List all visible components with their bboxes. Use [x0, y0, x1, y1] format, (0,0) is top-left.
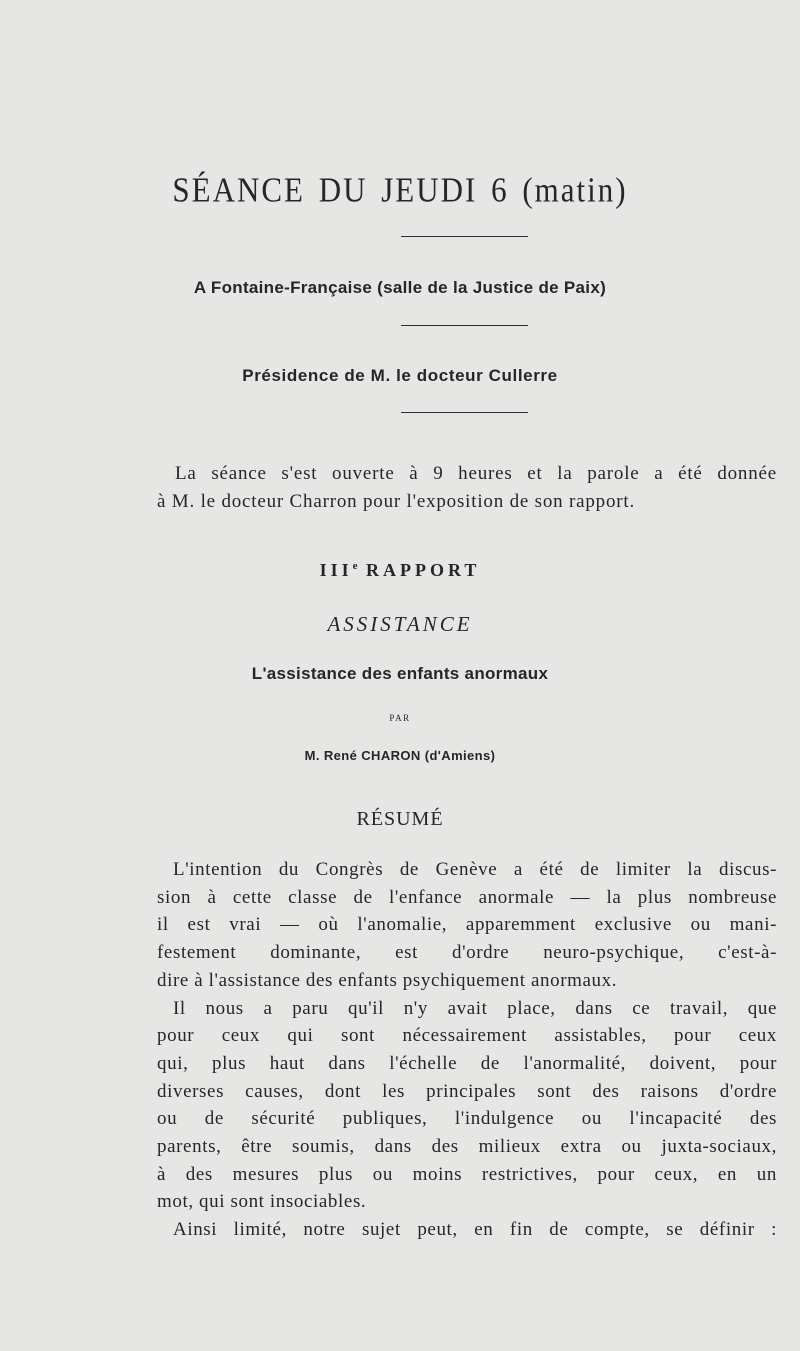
- divider: [401, 236, 528, 237]
- session-location: A Fontaine-Française (salle de la Justice de Paix): [193, 278, 607, 297]
- text-line: diverses causes, dont les principales sont des raisons d'ordre: [157, 1080, 777, 1102]
- divider: [401, 325, 528, 326]
- page-title: SÉANCE DU JEUDI 6 (matin): [172, 170, 628, 210]
- presidence-line: Présidence de M. le docteur Cullerre: [242, 366, 558, 385]
- text-line: qui, plus haut dans l'échelle de l'anormalité, doivent, pour: [157, 1052, 777, 1074]
- intro-paragraph: [157, 460, 777, 516]
- text-line: festement dominante, est d'ordre neuro-psychique, c'est-à-: [157, 942, 777, 964]
- text-line: ou de sécurité publiques, l'indulgence ou l'incapacité des: [157, 1108, 777, 1130]
- text-line: pour ceux qui sont nécessairement assistables, pour ceux: [157, 1025, 777, 1047]
- text-line: L'intention du Congrès de Genève a été de limiter la discus-: [173, 859, 777, 880]
- text-line: sion à cette classe de l'enfance anormale — la plus nombreuse: [157, 886, 777, 908]
- rapport-category: ASSISTANCE: [327, 612, 473, 636]
- divider: [401, 412, 528, 413]
- rapport-heading: [0, 560, 800, 581]
- intro-line: La séance s'est ouverte à 9 heures et la parole a été donnée: [175, 463, 777, 484]
- rapport-author: M. René CHARON (d'Amiens): [304, 748, 496, 763]
- resume-paragraph-1: [157, 856, 777, 995]
- rapport-topic: L'assistance des enfants anormaux: [251, 664, 549, 683]
- resume-paragraph-2: [157, 995, 777, 1217]
- text-line: Il nous a paru qu'il n'y avait place, dans ce travail, que: [173, 997, 777, 1019]
- rapport-number: III: [319, 560, 353, 580]
- resume-heading: RÉSUMÉ: [356, 808, 444, 830]
- rapport-number-suffix: e: [352, 560, 358, 572]
- text-line: parents, être soumis, dans des milieux extra ou juxta-sociaux,: [157, 1136, 777, 1158]
- text-line: à des mesures plus ou moins restrictives, pour ceux, en un: [157, 1163, 777, 1185]
- text-line: mot, qui sont insociables.: [157, 1191, 367, 1213]
- resume-paragraph-3: [157, 1216, 777, 1244]
- text-line: Ainsi limité, notre sujet peut, en fin de compte, se définir :: [173, 1219, 777, 1240]
- par-label: PAR: [389, 713, 411, 723]
- rapport-label: RAPPORT: [366, 560, 481, 580]
- text-line: il est vrai — où l'anomalie, apparemment exclusive ou mani-: [157, 914, 777, 936]
- intro-line: à M. le docteur Charron pour l'exposition de son rapport.: [157, 491, 636, 512]
- text-line: dire à l'assistance des enfants psychiquement anormaux.: [157, 969, 618, 991]
